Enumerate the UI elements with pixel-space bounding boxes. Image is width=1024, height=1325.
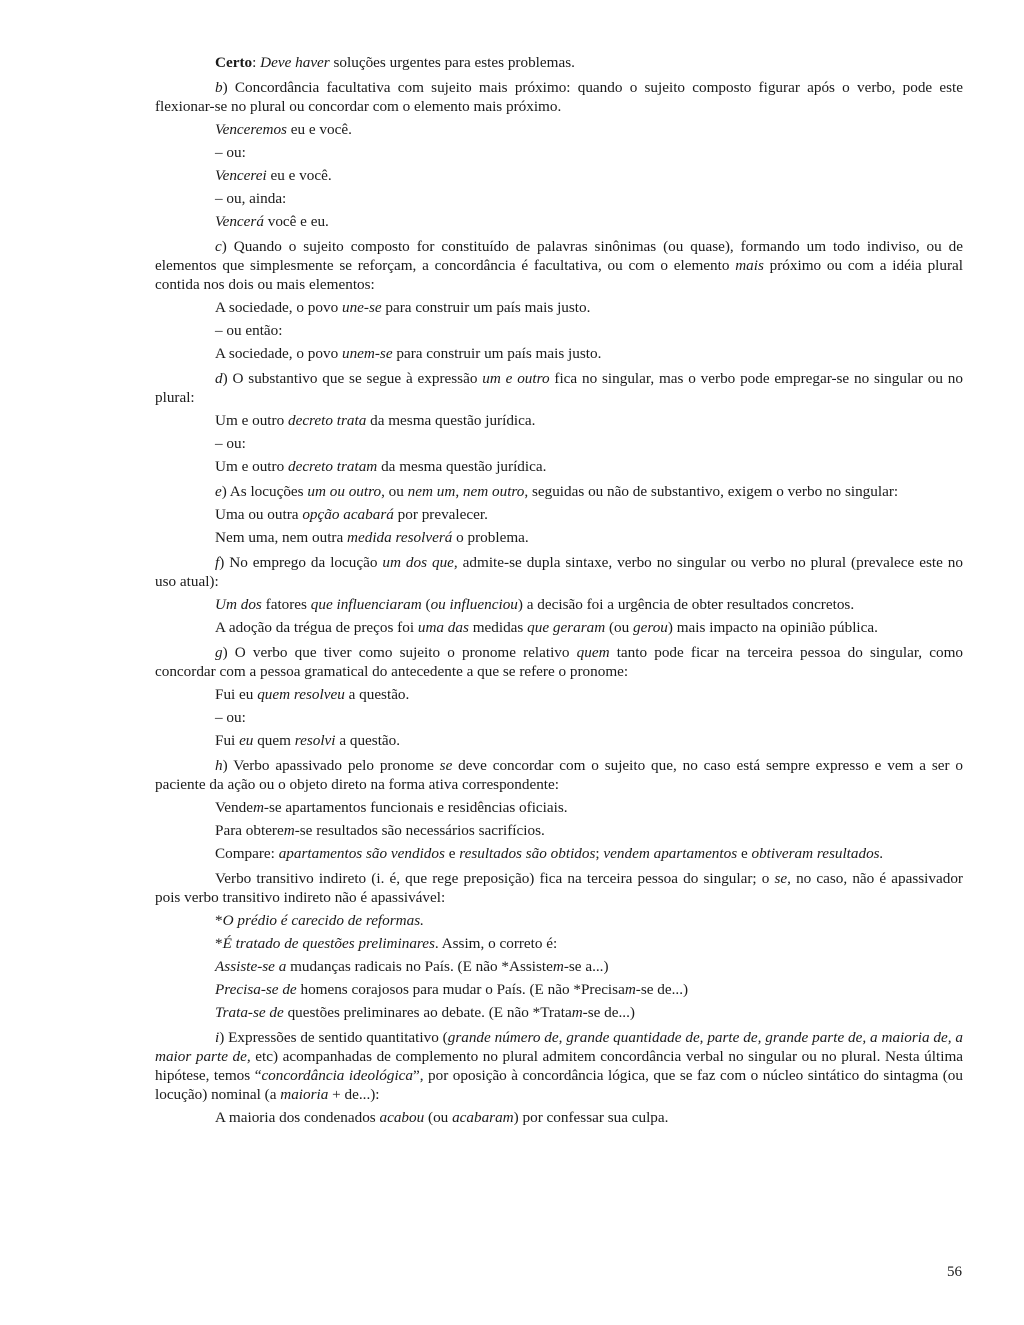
example-line: Compare: apartamentos são vendidos e resultados são obtidos; vendem apartamentos e obtiveram resultados. [215, 845, 884, 862]
paragraph: i) Expressões de sentido quantitativo (grande número de, grande quantidade de, parte de, grande parte de, a maioria de, a maior parte de, etc) acompanhadas de complemento no plural admitem concordância verbal no singular ou no plural. Nesta última hipótese, temos “concordância ideológica”, por oposição à concordância lógica, que se faz com o núcleo sintático do sintagma (ou locução) nominal (a maioria + de...): [155, 1029, 964, 1103]
example-line: Um dos fatores que influenciaram (ou influenciou) a decisão foi a urgência de obter resultados concretos. [215, 596, 855, 613]
example-line: Vencerá você e eu. [215, 213, 329, 230]
example-line: Vencerei eu e você. [215, 167, 332, 184]
example-line: A maioria dos condenados acabou (ou acabaram) por confessar sua culpa. [215, 1109, 669, 1126]
example-line: Fui eu quem resolvi a questão. [215, 732, 401, 749]
example-line: Precisa-se de homens corajosos para mudar o País. (E não *Precisam-se de...) [215, 981, 689, 998]
example-line: Para obterem-se resultados são necessários sacrifícios. [215, 822, 545, 839]
body-text [155, 53, 963, 1127]
paragraph: e) As locuções um ou outro, ou nem um, nem outro, seguidas ou não de substantivo, exigem o verbo no singular: [215, 483, 899, 500]
example-line: – ou: [215, 144, 246, 161]
example-line: – ou: [215, 709, 246, 726]
paragraph: b) Concordância facultativa com sujeito mais próximo: quando o sujeito composto figurar após o verbo, pode este flexionar-se no plural ou concordar com o elemento mais próximo. [155, 79, 963, 115]
example-line: Nem uma, nem outra medida resolverá o problema. [215, 529, 529, 546]
paragraph: g) O verbo que tiver como sujeito o pronome relativo quem tanto pode ficar na terceira pessoa do singular, como concordar com a pessoa gramatical do antecedente a que se refere o pronome: [155, 644, 963, 680]
paragraph: Verbo transitivo indireto (i. é, que rege preposição) fica na terceira pessoa do singular; o se, no caso, não é apassivador pois verbo transitivo indireto não é apassivável: [155, 870, 963, 906]
paragraph: f) No emprego da locução um dos que, admite-se dupla sintaxe, verbo no singular ou verbo no plural (prevalece este no uso atual): [155, 554, 963, 590]
example-line: *É tratado de questões preliminares. Assim, o correto é: [215, 935, 558, 952]
paragraph: h) Verbo apassivado pelo pronome se deve concordar com o sujeito que, no caso está sempre expresso e vem a ser o paciente da ação ou o objeto direto na forma ativa correspondente: [155, 757, 963, 793]
example-line: Venceremos eu e você. [215, 121, 352, 138]
example-line: – ou: [215, 435, 246, 452]
example-line: A sociedade, o povo unem-se para construir um país mais justo. [215, 345, 602, 362]
example-line: – ou, ainda: [215, 190, 287, 207]
example-line: Trata-se de questões preliminares ao debate. (E não *Tratam-se de...) [215, 1004, 635, 1021]
example-line: Fui eu quem resolveu a questão. [215, 686, 410, 703]
example-line: A adoção da trégua de preços foi uma das medidas que geraram (ou gerou) mais impacto na opinião pública. [215, 619, 878, 636]
example-line: Um e outro decreto trata da mesma questão jurídica. [215, 412, 536, 429]
example-line: Certo: Deve haver soluções urgentes para estes problemas. [215, 54, 575, 71]
paragraph: c) Quando o sujeito composto for constituído de palavras sinônimas (ou quase), formando um todo indiviso, ou de elementos que simplesmente se reforçam, a concordância é facultativa, ou com o elemento mais próximo ou com a idéia plural contida nos dois ou mais elementos: [155, 238, 963, 293]
example-line: Vendem-se apartamentos funcionais e residências oficiais. [215, 799, 568, 816]
example-line: *O prédio é carecido de reformas. [215, 912, 424, 929]
example-line: Um e outro decreto tratam da mesma questão jurídica. [215, 458, 547, 475]
page-number: 56 [947, 1264, 962, 1280]
example-line: Assiste-se a mudanças radicais no País. (E não *Assistem-se a...) [215, 958, 609, 975]
example-line: Uma ou outra opção acabará por prevalecer. [215, 506, 488, 523]
paragraph: d) O substantivo que se segue à expressão um e outro fica no singular, mas o verbo pode empregar-se no singular ou no plural: [155, 370, 963, 406]
example-line: – ou então: [215, 322, 283, 339]
example-line: A sociedade, o povo une-se para construir um país mais justo. [215, 299, 591, 316]
